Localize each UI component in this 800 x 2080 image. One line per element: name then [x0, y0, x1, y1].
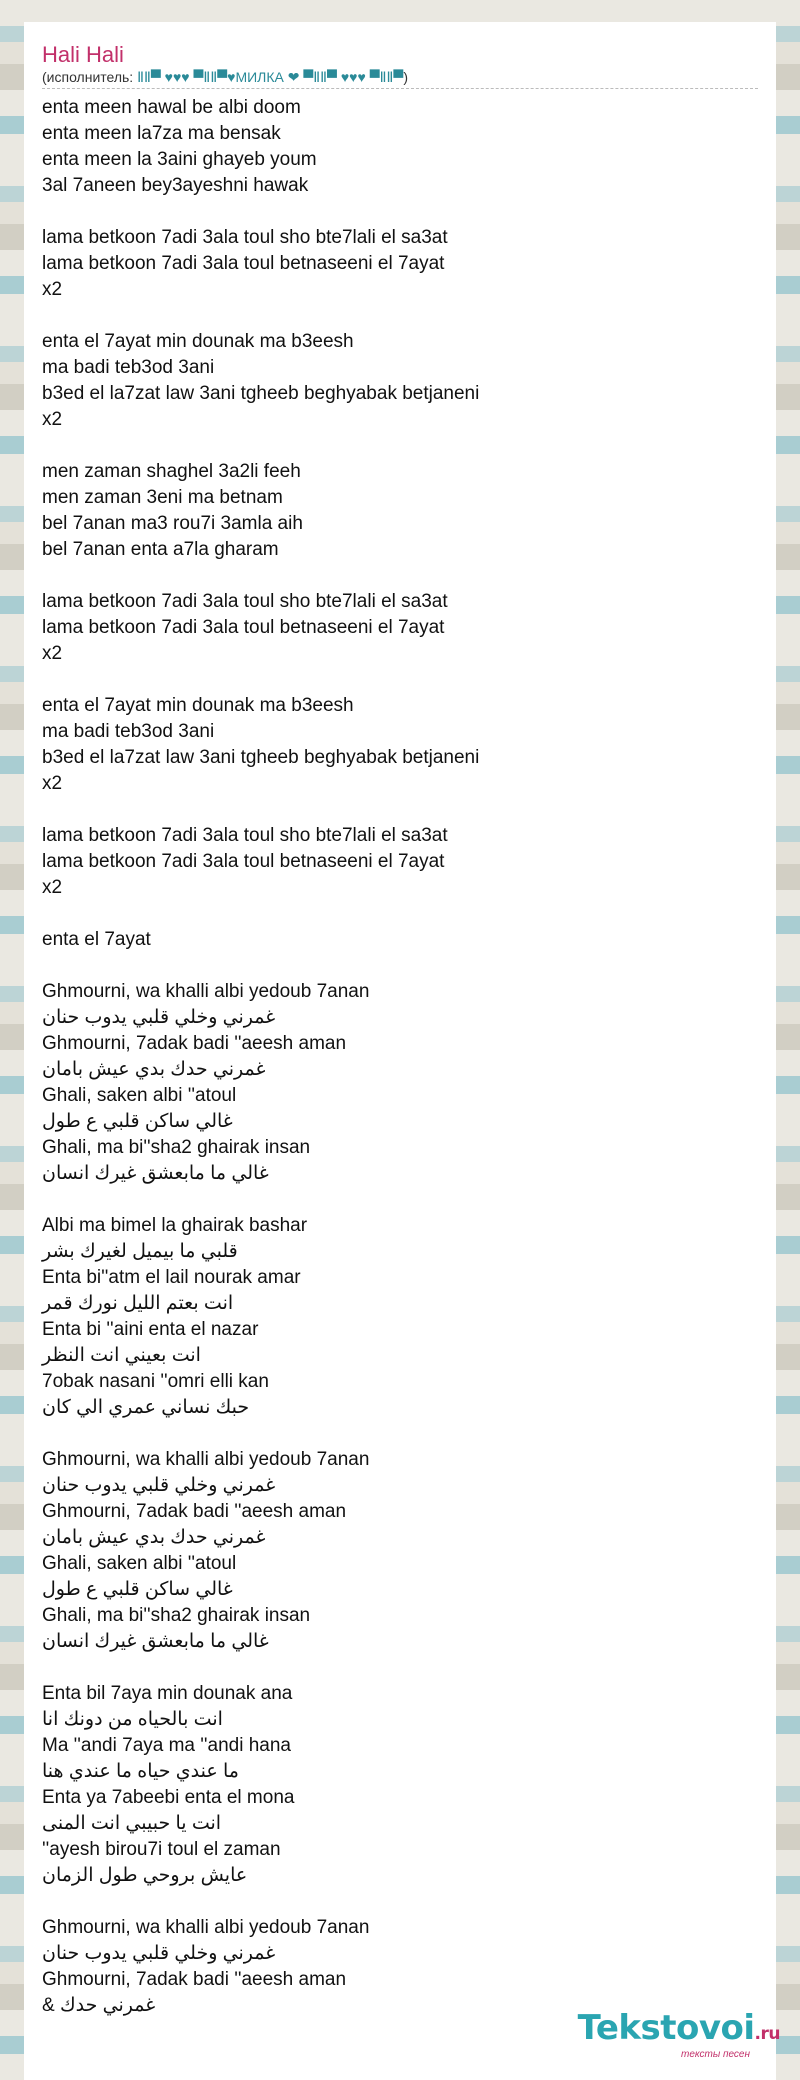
- artist-line: [42, 68, 758, 89]
- lyrics-blank-line: [42, 303, 758, 329]
- site-logo[interactable]: [577, 2008, 780, 2060]
- lyrics-line: انت بعتم الليل نورك قمر: [42, 1293, 234, 1314]
- lyrics-line: Enta bi''atm el lail nourak amar: [42, 1267, 301, 1288]
- lyrics-line: x2: [42, 773, 63, 794]
- lyrics-line: غمرني حدك بدي عيش بامان: [42, 1527, 266, 1548]
- lyrics-line: انت بالحياه من دونك انا: [42, 1709, 223, 1730]
- lyrics-line: x2: [42, 877, 63, 898]
- logo-tld: .ru: [754, 2024, 780, 2044]
- logo-tagline: тексты песен: [681, 2049, 750, 2060]
- lyrics-text: [42, 95, 758, 2019]
- lyrics-blank-line: [42, 797, 758, 823]
- lyrics-line: قلبي ما بيميل لغيرك بشر: [42, 1241, 238, 1262]
- lyrics-blank-line: [42, 667, 758, 693]
- lyrics-line: Ghmourni, wa khalli albi yedoub 7anan: [42, 1917, 370, 1938]
- artist-prefix: (исполнитель:: [42, 69, 138, 85]
- lyrics-line: Enta bil 7aya min dounak ana: [42, 1683, 293, 1704]
- lyrics-line: Ma ''andi 7aya ma ''andi hana: [42, 1735, 292, 1756]
- logo-main-text: Tekstovoi: [577, 2008, 755, 2048]
- lyrics-line: enta el 7ayat: [42, 929, 151, 950]
- lyrics-line: bel 7anan enta a7la gharam: [42, 539, 279, 560]
- lyrics-line: enta el 7ayat min dounak ma b3eesh: [42, 695, 354, 716]
- lyrics-blank-line: [42, 563, 758, 589]
- lyrics-line: x2: [42, 279, 63, 300]
- lyrics-line: انت يا حبيبي انت المنى: [42, 1813, 222, 1834]
- lyrics-line: 7obak nasani ''omri elli kan: [42, 1371, 269, 1392]
- lyrics-line: lama betkoon 7adi 3ala toul sho bte7lali el sa3at: [42, 227, 448, 248]
- lyrics-line: Ghali, saken albi ''atoul: [42, 1553, 237, 1574]
- lyrics-line: x2: [42, 643, 63, 664]
- lyrics-blank-line: [42, 1655, 758, 1681]
- lyrics-line: Enta bi ''aini enta el nazar: [42, 1319, 259, 1340]
- song-title: Hali Hali: [42, 42, 124, 67]
- lyrics-line: ma badi teb3od 3ani: [42, 357, 215, 378]
- lyrics-line: lama betkoon 7adi 3ala toul sho bte7lali el sa3at: [42, 825, 448, 846]
- lyrics-line: Ghmourni, 7adak badi ''aeesh aman: [42, 1969, 347, 1990]
- lyrics-line: Albi ma bimel la ghairak bashar: [42, 1215, 308, 1236]
- lyrics-line: b3ed el la7zat law 3ani tgheeb beghyabak betjaneni: [42, 383, 480, 404]
- lyrics-line: Ghali, saken albi ''atoul: [42, 1085, 237, 1106]
- lyrics-line: lama betkoon 7adi 3ala toul betnaseeni el 7ayat: [42, 253, 445, 274]
- lyrics-line: Ghali, ma bi''sha2 ghairak insan: [42, 1137, 311, 1158]
- lyrics-line: غمرني وخلي قلبي يدوب حنان: [42, 1475, 276, 1496]
- lyrics-line: حبك نساني عمري الي كان: [42, 1397, 250, 1418]
- lyrics-line: غالي ما مابعشق غيرك انسان: [42, 1631, 269, 1652]
- lyrics-line: غالي ساكن قلبي ع طول: [42, 1111, 233, 1132]
- lyrics-blank-line: [42, 1421, 758, 1447]
- lyrics-line: men zaman shaghel 3a2li feeh: [42, 461, 301, 482]
- lyrics-line: غمرني حدك بدي عيش بامان: [42, 1059, 266, 1080]
- lyrics-line: men zaman 3eni ma betnam: [42, 487, 283, 508]
- lyrics-line: Ghmourni, wa khalli albi yedoub 7anan: [42, 981, 370, 1002]
- lyrics-line: lama betkoon 7adi 3ala toul betnaseeni el 7ayat: [42, 617, 445, 638]
- lyrics-blank-line: [42, 1187, 758, 1213]
- lyrics-line: ma badi teb3od 3ani: [42, 721, 215, 742]
- artist-link[interactable]: ⅡⅡ▀ ♥♥♥ ▀ⅡⅡ▀♥МИЛКА ❤ ▀ⅡⅡ▀ ♥♥♥ ▀ⅡⅡ▀: [137, 69, 404, 85]
- artist-suffix: ): [403, 69, 408, 85]
- lyrics-line: غالي ساكن قلبي ع طول: [42, 1579, 233, 1600]
- lyrics-line: Ghmourni, wa khalli albi yedoub 7anan: [42, 1449, 370, 1470]
- lyrics-line: enta meen la 3aini ghayeb youm: [42, 149, 317, 170]
- lyrics-line: enta meen hawal be albi doom: [42, 97, 301, 118]
- lyrics-blank-line: [42, 901, 758, 927]
- lyrics-line: عايش بروحي طول الزمان: [42, 1865, 248, 1886]
- lyrics-line: غمرني حدك &: [42, 1995, 156, 2016]
- lyrics-line: Ghmourni, 7adak badi ''aeesh aman: [42, 1033, 347, 1054]
- lyrics-blank-line: [42, 1889, 758, 1915]
- lyrics-line: Ghmourni, 7adak badi ''aeesh aman: [42, 1501, 347, 1522]
- lyrics-line: enta meen la7za ma bensak: [42, 123, 281, 144]
- lyrics-line: lama betkoon 7adi 3ala toul betnaseeni el 7ayat: [42, 851, 445, 872]
- lyrics-line: x2: [42, 409, 63, 430]
- lyrics-line: b3ed el la7zat law 3ani tgheeb beghyabak betjaneni: [42, 747, 480, 768]
- lyrics-line: lama betkoon 7adi 3ala toul sho bte7lali el sa3at: [42, 591, 448, 612]
- lyrics-line: enta el 7ayat min dounak ma b3eesh: [42, 331, 354, 352]
- lyrics-line: غمرني وخلي قلبي يدوب حنان: [42, 1943, 276, 1964]
- lyrics-line: 3al 7aneen bey3ayeshni hawak: [42, 175, 309, 196]
- lyrics-blank-line: [42, 433, 758, 459]
- lyrics-line: ما عندي حياه ما عندي هنا: [42, 1761, 239, 1782]
- lyrics-blank-line: [42, 953, 758, 979]
- lyrics-card: [24, 22, 776, 2080]
- lyrics-line: غالي ما مابعشق غيرك انسان: [42, 1163, 269, 1184]
- lyrics-line: ''ayesh birou7i toul el zaman: [42, 1839, 281, 1860]
- lyrics-line: Enta ya 7abeebi enta el mona: [42, 1787, 295, 1808]
- lyrics-line: انت بعيني انت النظر: [42, 1345, 201, 1366]
- lyrics-blank-line: [42, 199, 758, 225]
- lyrics-line: Ghali, ma bi''sha2 ghairak insan: [42, 1605, 311, 1626]
- lyrics-line: غمرني وخلي قلبي يدوب حنان: [42, 1007, 276, 1028]
- lyrics-line: bel 7anan ma3 rou7i 3amla aih: [42, 513, 303, 534]
